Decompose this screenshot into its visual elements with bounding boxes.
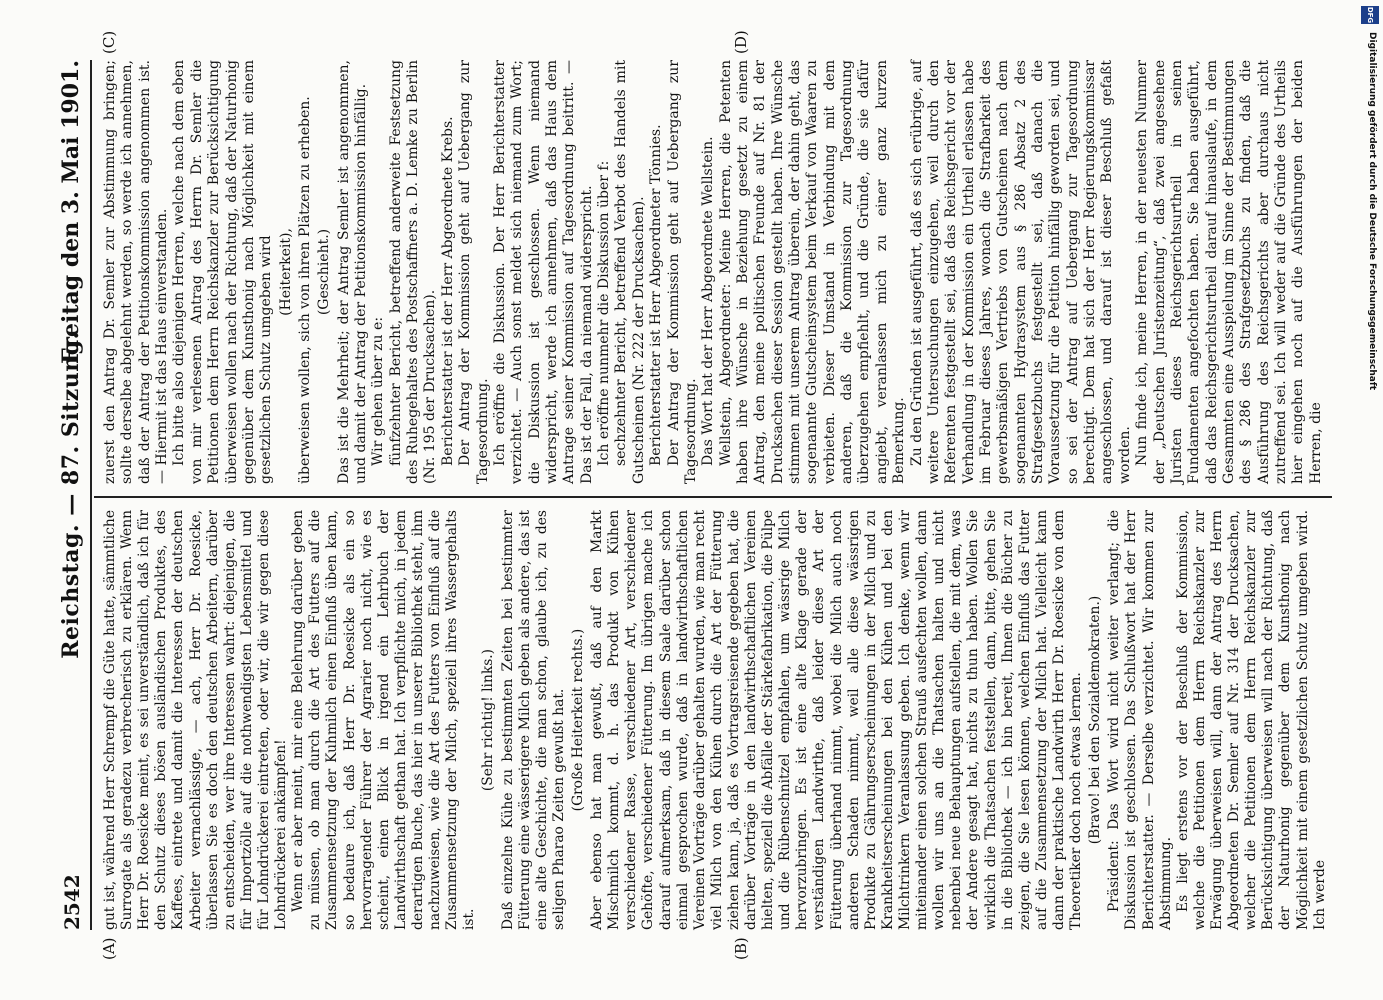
paragraph: (Geschieht.) bbox=[315, 228, 332, 316]
paragraph: Wellstein, Abgeordneter: Meine Herren, die Petenten haben ihre Wünsche in Beziehung gesetzt zu einem Antrag, den meine politischen Freunde auf Nr. 81 der Drucksachen dieser Session gestellt haben. Ihre Wünsche stimmen mit unserem Antrag überein, der dahin geht, das sogenannte Gutscheinsystem beim Verkauf von Waaren zu verbieten. Dieser Umstand in Verbindung mit dem anderen, daß die Kommission zur Tagesordnung überzugehen empfiehlt, und die Gründe, die sie dafür angiebt, veranlassen mich zu einer ganz kurzen Bemerkung. bbox=[717, 60, 907, 484]
paragraph: Der Antrag der Kommission geht auf Uebergang zur Tagesordnung. bbox=[456, 60, 491, 484]
margin-marker-c: (C) bbox=[99, 30, 118, 54]
paragraph: zuerst den Antrag Dr. Semler zur Abstimmung bringen; sollte derselbe abgelehnt werden, so werde ich annehmen, daß der Antrag der Petitionskommission angenommen ist. — Hiermit ist das Haus einverstanden. bbox=[101, 60, 170, 484]
paragraph: (Sehr richtig! links.) bbox=[479, 648, 496, 792]
column-divider bbox=[94, 496, 1332, 498]
paragraph: Der Antrag der Kommission geht auf Uebergang zur Tagesordnung. bbox=[665, 60, 699, 484]
page-header bbox=[54, 60, 92, 930]
paragraph: überweisen wollen, sich von ihren Plätzen zu erheben. bbox=[296, 96, 313, 484]
paragraph: sechzehnter Bericht, betreffend Verbot des Handels mit Gutscheinen (Nr. 222 der Drucksachen). bbox=[612, 60, 647, 484]
paragraph: Daß einzelne Kühe zu bestimmten Zeiten bei bestimmter Fütterung eine wässerigere Milch geben als andere, das ist eine alte Geschichte, die man schon, glaube ich, zu des seligen Pharao Zeiten gewußt hat. bbox=[499, 510, 567, 930]
page-number: 2542 bbox=[59, 874, 84, 930]
rotated-document-sheet bbox=[42, 30, 1342, 970]
paragraph: fünfzehnter Bericht, betreffend anderweite Festsetzung des Ruhegehaltes des Postschaffners a. D. Lemke zu Berlin (Nr. 195 der Drucksachen). bbox=[387, 60, 438, 484]
left-text-column bbox=[102, 510, 1332, 930]
paragraph: Zu den Gründen ist ausgeführt, daß es sich erübrige, auf weitere Untersuchungen einzugehen, weil durch den Referenten festgestellt sei, daß das Reichsgericht vor der Verhandlung in der Kommission ein Urtheil erlassen habe im Februar dieses Jahres, wonach die Strafbarkeit des gewerbsmäßigen Vertriebs von Gutscheinen nach dem sogenannten Hydrasystem aus § 286 Absatz 2 des Strafgesetzbuchs festgestellt sei, daß danach die Voraussetzung für die Petition hinfällig geworden sei, und so sei der Antrag auf Uebergang zur Tagesordnung berechtigt. Dem hat sich der Herr Regierungskommissar angeschlossen, und darauf ist dieser Beschluß gefaßt worden. bbox=[908, 60, 1133, 484]
margin-marker-b: (B) bbox=[731, 937, 750, 960]
paragraph: (Große Heiterkeit rechts.) bbox=[569, 628, 586, 812]
paragraph: Aber ebenso hat man gewußt, daß auf den Markt Mischmilch kommt, d. h. das Produkt von Kühen verschiedener Rasse, verschiedener Art, verschiedener Gehöfte, verschiedener Fütterung. Im übrigen mache ich darauf aufmerksam, daß in diesem Saale darüber schon einmal gesprochen wurde, daß in landwirthschaftlichen Vereinen Vorträge darüber gehalten wurden, wie man recht viel Milch von den Kühen durch die Art der Fütterung ziehen kann, ja, daß es Vortragsreisende gegeben hat, die darüber Vorträge in den landwirthschaftlichen Vereinen hielten, speziell die Abfälle der Stärkefabrikation, die Pülpe und die Rübenschnitzel empfahlen, um wässrige Milch hervorzubringen. Es ist eine alte Klage gerade der verständigen Landwirthe, daß leider diese Art der Fütterung überhand nimmt, wobei die Milch auch noch anderen Schaden nimmt, weil alle diese wässrigen Produkte zu Gährungserscheinungen in der Milch und zu Krankheitserscheinungen bei den Kühen und bei den Milchtrinkern Veranlassung geben. Ich denke, wenn wir miteinander einen solchen Strauß ausfechten wollen, dann wollen wir uns an die Thatsachen halten und nicht nebenbei neue Behauptungen aufstellen, die mit dem, was der Andere gesagt hat, nichts zu thun haben. Wollen Sie wirklich die Thatsachen feststellen, dann, bitte, gehen Sie in die Bibliothek — ich bin bereit, Ihnen die Bücher zu zeigen, die Sie lesen können, welchen Einfluß das Futter auf die Zusammensetzung der Milch hat. Vielleicht kann dann der praktische Landwirth Herr Dr. Roesicke von dem Theoretiker doch noch etwas lernen. bbox=[588, 510, 1084, 930]
dfg-logo-icon: DFG bbox=[1361, 6, 1379, 24]
paragraph: Es liegt erstens vor der Beschluß der Kommission, welche die Petitionen dem Herrn Reichskanzler zur Erwägung überweisen will, dann der Antrag des Herrn Abgeordneten Dr. Semler auf Nr. 314 der Drucksachen, welcher die Petitionen dem Herrn Reichskanzler zur Berücksichtigung überweisen will nach der Richtung, daß der Naturhonig gegenüber dem Kunsthonig nach Möglichkeit mit einem gesetzlichen Schutz umgeben wird. Ich werde bbox=[1174, 510, 1328, 930]
right-text-column bbox=[102, 60, 1332, 484]
paragraph: Das Wort hat der Herr Abgeordnete Wellstein. bbox=[699, 136, 716, 466]
paragraph: (Bravo! bei den Sozialdemokraten.) bbox=[1086, 595, 1103, 845]
paragraph: gut ist, während Herr Schrempf die Güte hatte, sämmtliche Surrogate als geradezu verbrecherisch zu erklären. Wenn Herr Dr. Roesicke meint, es sei unverständlich, daß ich für den Schutz dieses bösen ausländischen Produktes, des Kaffees, eintrete und damit die Interessen der deutschen Arbeiter vernachlässige, — ach, Herr Dr. Roesicke, überlassen Sie es doch den deutschen Arbeitern, darüber zu entscheiden, wer ihre Interessen wahrt: diejenigen, die für Importzölle auf die nothwendigsten Lebensmittel und für Lohndrückerei eintreten, oder wir, die wir gegen diese Lohndrückerei ankämpfen! bbox=[101, 510, 289, 930]
paragraph: Berichterstatter ist der Herr Abgeordnete Krebs. bbox=[439, 116, 456, 466]
paragraph: Ich bitte also diejenigen Herren, welche nach dem eben von mir verlesenen Antrag des Herrn Dr. Semler die Petitionen dem Herrn Reichskanzler zur Berücksichtigung überweisen wollen nach der Richtung, daß der Naturhonig gegenüber dem Kunsthonig nach Möglichkeit mit einem gesetzlichen Schutz umgeben wird bbox=[170, 60, 274, 484]
paragraph: Wenn er aber meint, mir eine Belehrung darüber geben zu müssen, ob man durch die Art des Futters auf die Zusammensetzung der Kuhmilch einen Einfluß üben kann, so bedaure ich, daß Herr Dr. Roesicke als ein so hervorragender Führer der Agrarier noch nicht, wie es scheint, einen Blick in irgend ein Lehrbuch der Landwirthschaft gethan hat. Ich verpflichte mich, in jedem derartigen Buche, das hier in unserer Bibliothek steht, ihm nachzuweisen, wie die Art des Futters von Einfluß auf die Zusammensetzung der Milch, speziell ihres Wassergehalts ist. bbox=[289, 510, 477, 930]
session-date: Freitag den 3. Mai 1901. bbox=[57, 60, 84, 364]
paragraph: Nun finde ich, meine Herren, in der neuesten Nummer der „Deutschen Juristenzeitung“, daß zwei angesehene Juristen dieses Reichsgerichtsurtheil in seinen Fundamenten angefochten haben. Sie haben ausgeführt, daß das Reichsgerichtsurtheil darauf hinauslaufe, in dem Gesammten eine Ausspielung im Sinne der Bestimmungen des § 286 des Strafgesetzbuchs zu finden, daß die Ausführung des Reichsgerichts aber durchaus nicht zutreffend sei. Ich will weder auf die Gründe des Urtheils hier eingehen noch auf die Ausführungen der beiden Herren, die bbox=[1133, 60, 1324, 484]
margin-marker-d: (D) bbox=[731, 30, 750, 54]
session-title: Reichstag. — 87. Sitzung. bbox=[57, 331, 84, 659]
paragraph: Ich eröffne nunmehr die Diskussion über f: bbox=[595, 160, 612, 466]
paragraph: Berichterstatter ist Herr Abgeordneter Tönnies. bbox=[647, 124, 664, 466]
digitization-note: Digitalisierung gefördert durch die Deutsche Forschungsgemeinschaft bbox=[1367, 32, 1377, 391]
paragraph: Präsident: Das Wort wird nicht weiter verlangt; die Diskussion ist geschlossen. Das Schlußwort hat der Herr Berichterstatter. — Derselbe verzichtet. Wir kommen zur Abstimmung. bbox=[1105, 510, 1174, 930]
paragraph: Wir gehen über zu e: bbox=[369, 316, 386, 466]
paragraph: (Heiterkeit), bbox=[277, 228, 294, 316]
margin-marker-a: (A) bbox=[99, 937, 118, 960]
paragraph: Das ist die Mehrheit; der Antrag Semler ist angenommen, und damit der Antrag der Petitionskommission hinfällig. bbox=[335, 60, 369, 484]
paragraph: Ich eröffne die Diskussion. Der Herr Berichterstatter verzichtet. — Auch sonst meldet sich niemand zum Wort; die Diskussion ist geschlossen. Wenn niemand widerspricht, werde ich annehmen, daß das Haus dem Antrage seiner Kommission auf Tagesordnung beitritt. — Das ist der Fall, da niemand widerspricht. bbox=[491, 60, 595, 484]
